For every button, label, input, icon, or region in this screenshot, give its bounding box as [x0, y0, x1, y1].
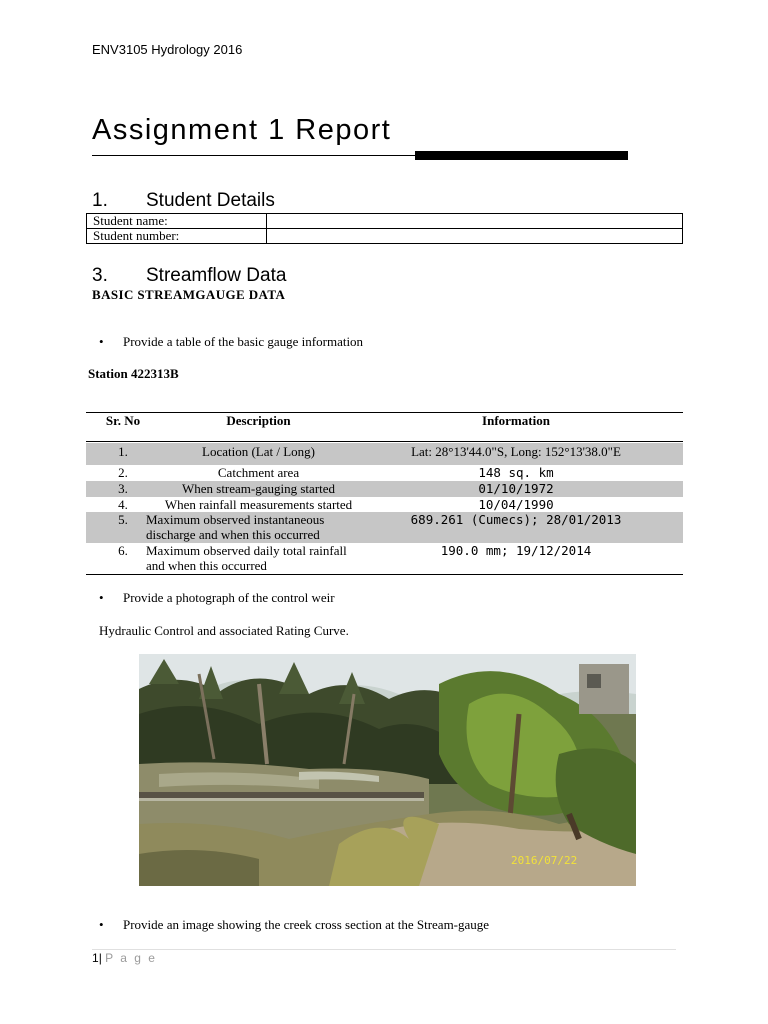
- table-row: [86, 443, 683, 465]
- section-heading-student-details: [92, 190, 275, 212]
- photo-caption: Hydraulic Control and associated Rating Curve.: [99, 623, 349, 638]
- bullet-text: Provide a table of the basic gauge information: [123, 334, 364, 349]
- column-header-no: Sr. No: [105, 413, 141, 428]
- row-description-line: Maximum observed instantaneous: [146, 512, 325, 527]
- row-number: 5.: [118, 512, 128, 527]
- footer-divider: [92, 949, 676, 950]
- bullet-text: Provide an image showing the creek cross section at the Stream-gauge: [123, 917, 490, 932]
- gauge-info-table: [86, 412, 683, 575]
- row-information: 10/04/1990: [478, 497, 554, 512]
- row-number: 2.: [118, 465, 128, 480]
- row-description: [146, 543, 371, 573]
- table-row: [86, 543, 683, 574]
- row-information: 689.261 (Cumecs); 28/01/2013: [410, 512, 622, 527]
- table-row: [87, 214, 683, 229]
- page-label: P a g e: [105, 951, 157, 965]
- photo-date-stamp: 2016/07/22: [511, 854, 578, 867]
- creek-scene-image: [139, 654, 636, 886]
- row-information: 148 sq. km: [478, 465, 554, 480]
- control-weir-photo: [139, 654, 636, 886]
- section-title: Student Details: [146, 190, 275, 211]
- row-description-line: discharge and when this occurred: [146, 527, 320, 542]
- title-accent-bar: [415, 151, 628, 160]
- page-title: Assignment 1 Report: [92, 114, 392, 146]
- row-description: When stream-gauging started: [181, 481, 336, 496]
- row-description-line: and when this occurred: [146, 558, 267, 573]
- row-information: Lat: 28°13'44.0"S, Long: 152°13'38.0"E: [411, 444, 621, 459]
- bullet-item: [92, 917, 489, 933]
- row-description-line: Maximum observed daily total rainfall: [146, 543, 347, 558]
- table-row: [86, 497, 683, 512]
- row-description: [146, 512, 371, 542]
- table-row: [86, 465, 683, 481]
- station-label: Station 422313B: [88, 366, 179, 381]
- bullet-text: Provide a photograph of the control weir: [123, 590, 335, 605]
- row-description: Catchment area: [217, 465, 300, 480]
- row-information: 01/10/1972: [478, 481, 554, 496]
- subheading: BASIC STREAMGAUGE DATA: [92, 287, 286, 302]
- row-number: 1.: [118, 444, 128, 459]
- row-number: 3.: [118, 481, 128, 496]
- section-number: 3.: [92, 265, 108, 286]
- bullet-item: [92, 334, 363, 350]
- table-row: [86, 481, 683, 497]
- student-name-field[interactable]: [267, 214, 683, 229]
- bullet-item: [92, 590, 335, 606]
- page-number: 1: [92, 951, 99, 965]
- row-description: When rainfall measurements started: [164, 497, 353, 512]
- bullet-icon: •: [99, 917, 104, 932]
- bullet-icon: •: [99, 590, 104, 605]
- table-row: [87, 229, 683, 244]
- table-row: [86, 512, 683, 543]
- row-number: 4.: [118, 497, 128, 512]
- title-underline: [92, 155, 416, 156]
- row-description: Location (Lat / Long): [202, 444, 315, 459]
- section-number: 1.: [92, 190, 108, 211]
- column-header-information: Information: [482, 413, 550, 428]
- course-header: ENV3105 Hydrology 2016: [92, 42, 243, 57]
- section-heading-streamflow: [92, 265, 286, 287]
- student-details-table: [86, 213, 683, 244]
- student-number-field[interactable]: [267, 229, 683, 244]
- row-information: 190.0 mm; 19/12/2014: [440, 543, 592, 558]
- row-number: 6.: [118, 543, 128, 558]
- student-name-label: Student name:: [87, 214, 267, 229]
- page-footer: [92, 951, 157, 965]
- table-header-row: [86, 413, 683, 442]
- bullet-icon: •: [99, 334, 104, 349]
- footer-separator: |: [98, 951, 102, 965]
- section-title: Streamflow Data: [146, 265, 287, 286]
- column-header-description: Description: [226, 413, 291, 428]
- student-number-label: Student number:: [87, 229, 267, 244]
